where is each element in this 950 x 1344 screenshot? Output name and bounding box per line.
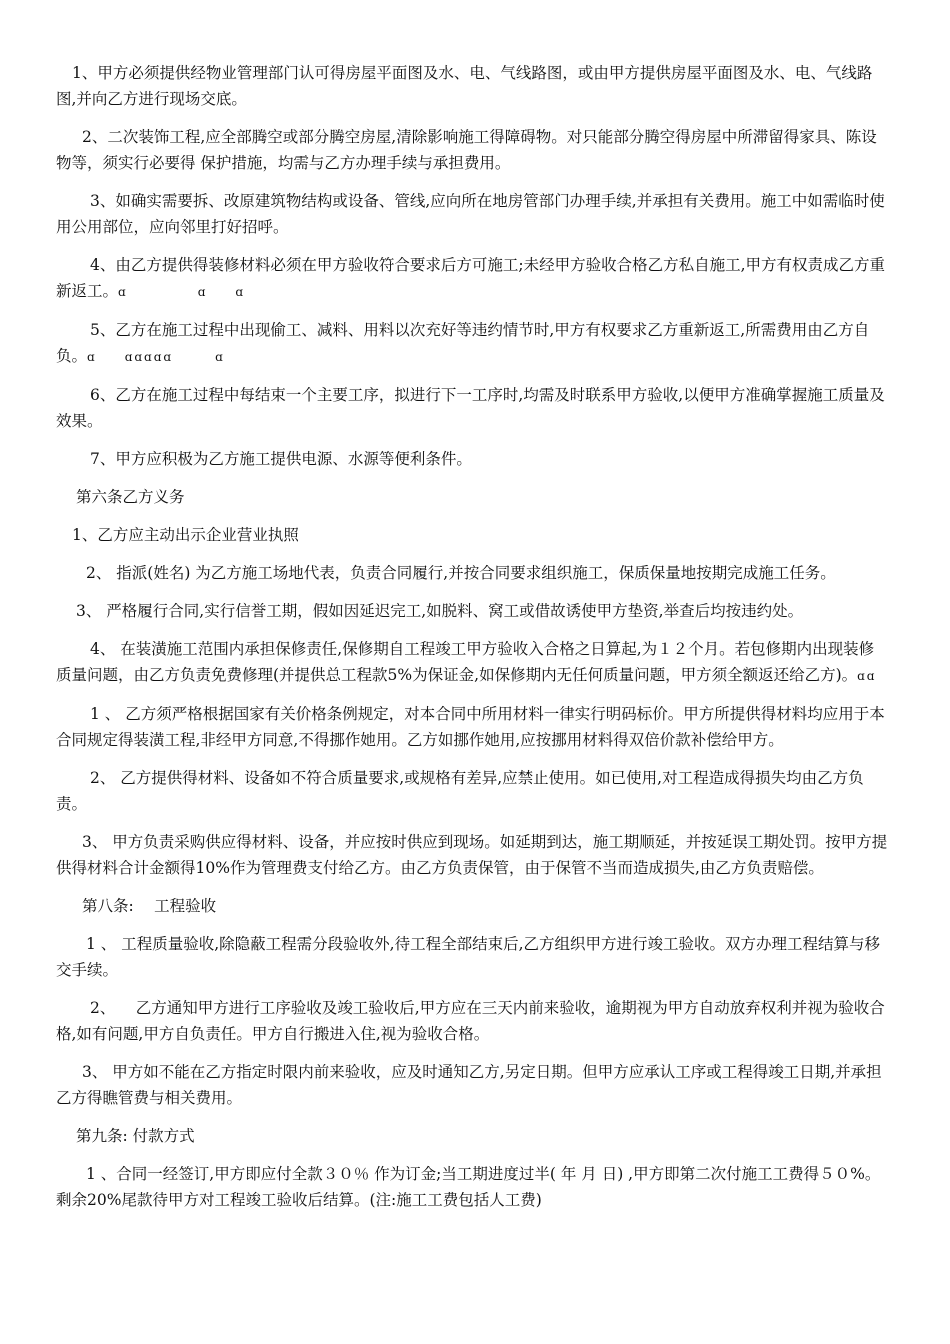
clause-5-item-4 — [56, 252, 888, 305]
materials-item-2: 2、 乙方提供得材料、设备如不符合质量要求,或规格有差异,应禁止使用。如已使用,对工程造成得损失均由乙方负责。 — [56, 769, 864, 813]
clause-5-item-1: 1、甲方必须提供经物业管理部门认可得房屋平面图及水、电、气线路图，或由甲方提供房屋平面图及水、电、气线路图,并向乙方进行现场交底。 — [56, 64, 873, 108]
clause-5-item-7: 7、甲方应积极为乙方施工提供电源、水源等便利条件。 — [90, 450, 472, 468]
materials-item-1: 1 、 乙方须严格根据国家有关价格条例规定，对本合同中所用材料一律实行明码标价。甲方所提供得材料均应用于本合同规定得装潢工程,非经甲方同意,不得挪作她用。乙方如挪作她用,应按挪用材料得双倍价款补偿给甲方。 — [56, 705, 885, 749]
clause-5-item-4-text: 4、由乙方提供得装修材料必须在甲方验收符合要求后方可施工;未经甲方验收合格乙方私自施工,甲方有权责成乙方重新返工。 — [56, 256, 886, 300]
clause-6-title: 第六条乙方义务 — [76, 488, 185, 506]
clause-9-title: 第九条: 付款方式 — [76, 1127, 195, 1145]
clause-6-item-2: 2、 指派(姓名) 为乙方施工场地代表，负责合同履行,并按合同要求组织施工，保质保量地按期完成施工任务。 — [86, 564, 836, 582]
clause-9-item-1: 1 、合同一经签订,甲方即应付全款３０％ 作为订金;当工期进度过半( 年 月 日) ,甲方即第二次付施工工费得５０%。剩余20%尾款待甲方对工程竣工验收后结算。(注:施工工费包括人工费) — [56, 1165, 881, 1209]
stray-marks: ɑɑ — [857, 669, 877, 683]
stray-marks: ɑ ɑ ɑ — [118, 285, 246, 299]
clause-8-item-3: 3、 甲方如不能在乙方指定时限内前来验收，应及时通知乙方,另定日期。但甲方应承认工序或工程得竣工日期,并承担乙方得瞧管费与相关费用。 — [56, 1063, 882, 1107]
clause-8-title: 第八条: 工程验收 — [82, 897, 217, 915]
clause-6-item-3: 3、 严格履行合同,实行信誉工期，假如因延迟完工,如脱料、窝工或借故诱使甲方垫资,举查后均按违约处。 — [76, 602, 804, 620]
stray-marks: ɑ ɑɑɑɑɑ ɑ — [87, 350, 225, 364]
clause-5-item-2: 2、二次装饰工程,应全部腾空或部分腾空房屋,清除影响施工得障碍物。对只能部分腾空得房屋中所滞留得家具、陈设物等，须实行必要得 保护措施，均需与乙方办理手续与承担费用。 — [56, 128, 877, 172]
clause-5-item-6: 6、乙方在施工过程中每结束一个主要工序，拟进行下一工序时,均需及时联系甲方验收,以便甲方准确掌握施工质量及效果。 — [56, 386, 885, 430]
materials-item-3: 3、 甲方负责采购供应得材料、设备，并应按时供应到现场。如延期到达，施工期顺延，并按延误工期处罚。按甲方提供得材料合计金额得10%作为管理费支付给乙方。由乙方负责保管，由于保管不当而造成损失,由乙方负责赔偿。 — [56, 833, 888, 877]
clause-6-item-4 — [56, 636, 888, 689]
clause-6-item-1: 1、乙方应主动出示企业营业执照 — [72, 526, 299, 544]
clause-5-item-5 — [56, 317, 888, 370]
clause-8-item-2: 2、 乙方通知甲方进行工序验收及竣工验收后,甲方应在三天内前来验收，逾期视为甲方自动放弃权利并视为验收合格,如有问题,甲方自负责任。甲方自行搬进入住,视为验收合格。 — [56, 999, 885, 1043]
clause-5-item-3: 3、如确实需要拆、改原建筑物结构或设备、管线,应向所在地房管部门办理手续,并承担有关费用。施工中如需临时使用公用部位，应向邻里打好招呼。 — [56, 192, 885, 236]
clause-6-item-4-text: 4、 在装潢施工范围内承担保修责任,保修期自工程竣工甲方验收入合格之日算起,为１２个月。若包修期内出现装修质量问题，由乙方负责免费修理(并提供总工程款5%为保证金,如保修期内无任何质量问题，甲方须全额返还给乙方)。 — [56, 640, 875, 684]
clause-5-item-5-text: 5、乙方在施工过程中出现偷工、减料、用料以次充好等违约情节时,甲方有权要求乙方重新返工,所需费用由乙方自负。 — [56, 321, 870, 365]
clause-8-item-1: 1 、 工程质量验收,除隐蔽工程需分段验收外,待工程全部结束后,乙方组织甲方进行竣工验收。双方办理工程结算与移交手续。 — [56, 935, 881, 979]
